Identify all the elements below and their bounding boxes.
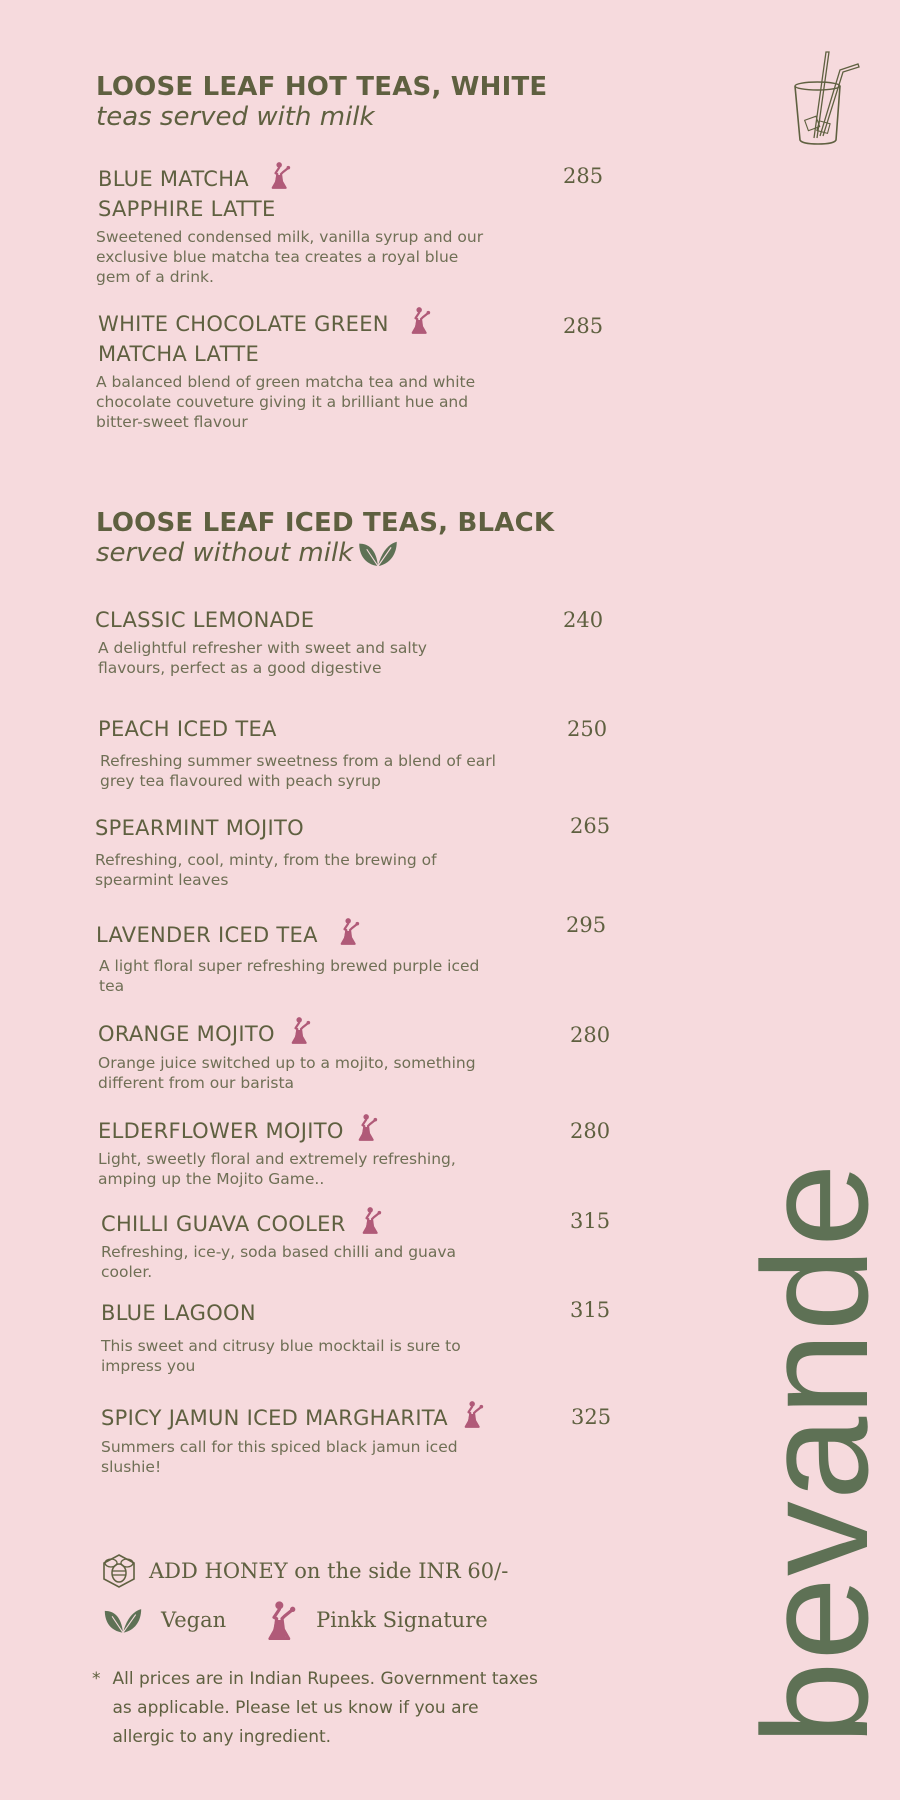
menu-item: [98, 714, 618, 791]
item-name: SPICY JAMUN ICED MARGHARITA: [101, 1400, 661, 1433]
hot-teas-heading: [96, 72, 547, 132]
item-price: 295: [566, 913, 607, 937]
signature-label: Pinkk Signature: [316, 1608, 488, 1632]
signature-woman-icon: [410, 306, 432, 334]
menu-item: [101, 1206, 621, 1282]
footnote-text: All prices are in Indian Rupees. Government taxes as applicable. Please let us know if you are allergic to any ingredient.: [112, 1669, 538, 1747]
signature-woman-icon: [361, 1206, 383, 1234]
menu-item: [98, 161, 618, 287]
item-description: Light, sweetly floral and extremely refreshing, amping up the Mojito Game..: [98, 1150, 456, 1188]
legend: [103, 1600, 488, 1640]
brand-wordmark: bevande: [731, 1162, 899, 1745]
menu-item: [98, 1113, 618, 1189]
section-title: LOOSE LEAF HOT TEAS, WHITE: [96, 72, 548, 102]
leaf-icon: [357, 538, 399, 568]
item-price: 250: [567, 717, 608, 741]
item-description: Summers call for this spiced black jamun iced slushie!: [101, 1438, 458, 1476]
item-price: 315: [570, 1209, 611, 1233]
signature-woman-icon: [290, 1016, 312, 1044]
item-description: Orange juice switched up to a mojito, something different from our barista: [98, 1054, 476, 1092]
section-subtitle: teas served with milk: [96, 102, 375, 132]
item-price: 265: [570, 814, 611, 838]
item-name: ORANGE MOJITO: [98, 1016, 618, 1049]
menu-item: [98, 306, 618, 432]
bee-icon: [100, 1554, 138, 1588]
item-name: BLUE MATCHA SAPPHIRE LATTE: [98, 161, 618, 224]
signature-woman-icon: [339, 917, 361, 945]
item-description: A balanced blend of green matcha tea and white chocolate couveture giving it a brilliant hue and bitter-sweet flavour: [96, 373, 476, 431]
item-price: 315: [570, 1298, 611, 1322]
item-price: 280: [570, 1119, 611, 1143]
item-name: SPEARMINT MOJITO: [95, 816, 304, 840]
item-name: LAVENDER ICED TEA: [96, 917, 616, 950]
item-price: 285: [563, 314, 604, 338]
item-price: 280: [570, 1023, 611, 1047]
item-description: A delightful refresher with sweet and salty flavours, perfect as a good digestive: [98, 639, 427, 677]
item-description: A light floral super refreshing brewed purple iced tea: [99, 957, 480, 995]
item-price: 285: [563, 164, 604, 188]
honey-note: [100, 1554, 508, 1588]
item-name: BLUE LAGOON: [101, 1301, 256, 1325]
signature-woman-icon: [270, 161, 292, 189]
vegan-label: Vegan: [161, 1608, 227, 1632]
item-price: 325: [571, 1405, 612, 1429]
item-description: This sweet and citrusy blue mocktail is sure to impress you: [101, 1337, 461, 1375]
item-name: CHILLI GUAVA COOLER: [101, 1206, 621, 1239]
item-name: ELDERFLOWER MOJITO: [98, 1113, 618, 1146]
item-description: Refreshing, ice-y, soda based chilli and guava cooler.: [101, 1243, 457, 1281]
item-price: 240: [563, 608, 604, 632]
footnote-star: *: [92, 1669, 101, 1689]
menu-item: [101, 1298, 621, 1376]
iced-teas-heading: [96, 508, 554, 568]
signature-woman-icon: [357, 1113, 379, 1141]
item-name: CLASSIC LEMONADE: [95, 608, 315, 632]
item-name: PEACH ICED TEA: [98, 717, 277, 741]
menu-item: [98, 1016, 618, 1093]
honey-text: ADD HONEY on the side INR 60/-: [149, 1559, 509, 1583]
footnote: [92, 1665, 543, 1752]
item-description: Refreshing, cool, minty, from the brewing of spearmint leaves: [95, 851, 437, 889]
item-description: Refreshing summer sweetness from a blend of earl grey tea flavoured with peach syrup: [100, 752, 496, 790]
menu-item: [95, 605, 615, 678]
menu-item: [96, 917, 616, 996]
leaf-icon: [103, 1605, 143, 1635]
item-name: WHITE CHOCOLATE GREEN MATCHA LATTE: [98, 306, 618, 369]
menu-item: [95, 813, 615, 890]
glass-with-straws-icon: [790, 48, 862, 148]
section-title: LOOSE LEAF ICED TEAS, BLACK: [96, 508, 555, 538]
item-description: Sweetened condensed milk, vanilla syrup and our exclusive blue matcha tea creates a royal blue gem of a drink.: [96, 228, 484, 286]
signature-woman-icon: [463, 1400, 485, 1428]
section-subtitle: served without milk: [96, 538, 554, 568]
signature-woman-icon: [266, 1600, 298, 1640]
